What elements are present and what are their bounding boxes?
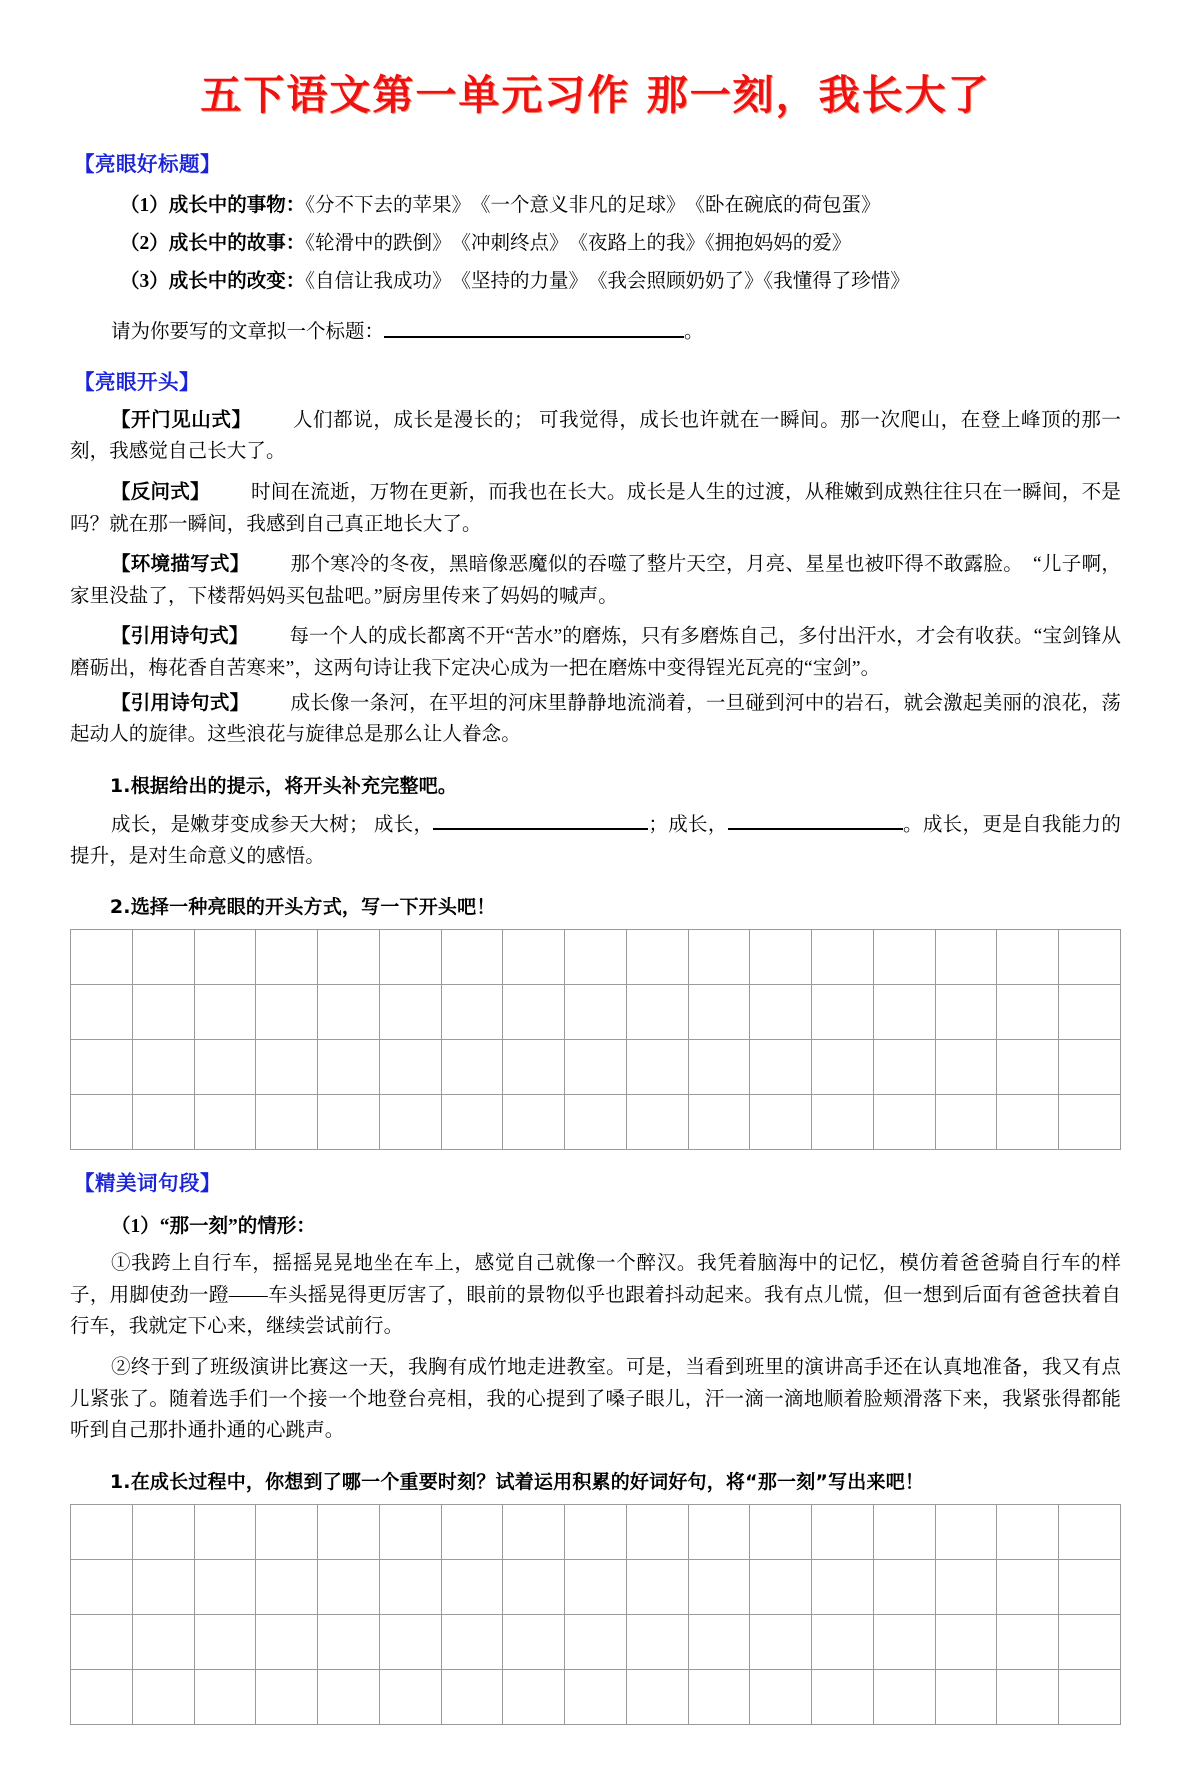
grid-row bbox=[71, 1559, 1121, 1614]
grid-cell[interactable] bbox=[565, 985, 627, 1040]
grid-cell[interactable] bbox=[812, 985, 874, 1040]
grid-cell[interactable] bbox=[688, 1504, 750, 1559]
grid-cell[interactable] bbox=[71, 1559, 133, 1614]
section-heading-titles: 【亮眼好标题】 bbox=[74, 152, 221, 177]
grid-cell[interactable] bbox=[194, 1040, 256, 1095]
opening-style-text: 成长像一条河，在平坦的河床里静静地流淌着，一旦碰到河中的岩石，就会激起美丽的浪花，荡起动人的旋律。这些浪花与旋律总是那么让人眷念。 bbox=[70, 692, 1122, 746]
grid-cell[interactable] bbox=[873, 930, 935, 985]
grid-cell[interactable] bbox=[873, 1669, 935, 1724]
section-heading-phrases: 【精美词句段】 bbox=[74, 1171, 221, 1196]
grid-cell[interactable] bbox=[318, 930, 380, 985]
grid-cell[interactable] bbox=[71, 1504, 133, 1559]
grid-cell[interactable] bbox=[812, 930, 874, 985]
task-label-opening-1: 1.根据给出的提示，将开头补充完整吧。 bbox=[109, 774, 458, 797]
grid-cell[interactable] bbox=[132, 1040, 194, 1095]
fill-sentence-part2: ；成长， bbox=[648, 814, 728, 836]
grid-cell[interactable] bbox=[318, 1504, 380, 1559]
grid-cell[interactable] bbox=[688, 985, 750, 1040]
grid-cell[interactable] bbox=[750, 1559, 812, 1614]
grid-cell[interactable] bbox=[812, 1504, 874, 1559]
grid-cell[interactable] bbox=[441, 985, 503, 1040]
title-examples: 《轮滑中的跌倒》 《冲刺终点》 《夜路上的我》《拥抱妈妈的爱》 bbox=[305, 233, 852, 255]
grid-cell[interactable] bbox=[503, 1095, 565, 1150]
grid-cell[interactable] bbox=[997, 985, 1059, 1040]
grid-cell[interactable] bbox=[873, 1614, 935, 1669]
grid-cell[interactable] bbox=[688, 1040, 750, 1095]
grid-cell[interactable] bbox=[626, 1504, 688, 1559]
fill-blank-2[interactable] bbox=[728, 808, 903, 830]
grid-cell[interactable] bbox=[503, 1559, 565, 1614]
grid-cell[interactable] bbox=[565, 1040, 627, 1095]
section-heading-openings: 【亮眼开头】 bbox=[74, 369, 200, 394]
grid-cell[interactable] bbox=[441, 1095, 503, 1150]
writing-grid-opening[interactable] bbox=[70, 929, 1121, 1150]
grid-cell[interactable] bbox=[626, 1559, 688, 1614]
grid-cell[interactable] bbox=[441, 1614, 503, 1669]
grid-cell[interactable] bbox=[71, 1614, 133, 1669]
fill-sentence-part1: 成长，是嫩芽变成参天大树； 成长， bbox=[110, 814, 434, 836]
grid-cell[interactable] bbox=[688, 1559, 750, 1614]
grid-cell[interactable] bbox=[873, 1095, 935, 1150]
title-answer-blank[interactable] bbox=[384, 315, 684, 337]
opening-style-label: 【环境描写式】 bbox=[110, 554, 250, 576]
grid-cell[interactable] bbox=[441, 1040, 503, 1095]
grid-cell[interactable] bbox=[71, 1669, 133, 1724]
grid-cell[interactable] bbox=[71, 985, 133, 1040]
grid-cell[interactable] bbox=[750, 1669, 812, 1724]
grid-cell[interactable] bbox=[626, 1669, 688, 1724]
grid-cell[interactable] bbox=[688, 930, 750, 985]
grid-cell[interactable] bbox=[379, 1559, 441, 1614]
grid-cell[interactable] bbox=[935, 1669, 997, 1724]
grid-cell[interactable] bbox=[812, 1669, 874, 1724]
opening-style-label: 【开门见山式】 bbox=[110, 409, 252, 431]
opening-item bbox=[70, 549, 1121, 612]
grid-cell[interactable] bbox=[812, 1559, 874, 1614]
grid-cell[interactable] bbox=[194, 1614, 256, 1669]
grid-cell[interactable] bbox=[997, 1095, 1059, 1150]
grid-cell[interactable] bbox=[379, 1504, 441, 1559]
grid-cell[interactable] bbox=[1059, 1559, 1121, 1614]
title-category-label: （1）成长中的事物： bbox=[120, 195, 306, 217]
grid-cell[interactable] bbox=[194, 1095, 256, 1150]
phrases-paragraph: ②终于到了班级演讲比赛这一天，我胸有成竹地走进教室。可是，当看到班里的演讲高手还在认真地准备，我又有点儿紧张了。随着选手们一个接一个地登台亮相，我的心提到了嗓子眼儿，汗一滴一滴地顺着脸颊滑落下来，我紧张得都能听到自己那扑通扑通的心跳声。 bbox=[70, 1357, 1121, 1442]
grid-cell[interactable] bbox=[750, 1504, 812, 1559]
grid-cell[interactable] bbox=[503, 1504, 565, 1559]
grid-cell[interactable] bbox=[935, 1504, 997, 1559]
grid-cell[interactable] bbox=[997, 1559, 1059, 1614]
fill-sentence-part3: 。成长，更是自我能力的提升，是对生命意义的感悟。 bbox=[70, 814, 1122, 867]
title-example-row bbox=[120, 187, 1121, 225]
writing-grid-phrases[interactable] bbox=[70, 1504, 1121, 1725]
grid-cell[interactable] bbox=[688, 1095, 750, 1150]
grid-cell[interactable] bbox=[503, 1669, 565, 1724]
title-example-row bbox=[120, 225, 1121, 263]
grid-cell[interactable] bbox=[71, 1095, 133, 1150]
grid-cell[interactable] bbox=[997, 1669, 1059, 1724]
opening-style-text: 人们都说，成长是漫长的； 可我觉得，成长也许就在一瞬间。那一次爬山，在登上峰顶的那一刻，我感觉自己长大了。 bbox=[70, 409, 1121, 463]
grid-cell[interactable] bbox=[379, 930, 441, 985]
grid-cell[interactable] bbox=[256, 1040, 318, 1095]
grid-cell[interactable] bbox=[256, 1559, 318, 1614]
grid-cell[interactable] bbox=[379, 1040, 441, 1095]
grid-cell[interactable] bbox=[565, 1504, 627, 1559]
grid-cell[interactable] bbox=[318, 1040, 380, 1095]
grid-cell[interactable] bbox=[688, 1669, 750, 1724]
grid-cell[interactable] bbox=[626, 1040, 688, 1095]
grid-cell[interactable] bbox=[626, 985, 688, 1040]
grid-cell[interactable] bbox=[132, 1095, 194, 1150]
grid-cell[interactable] bbox=[503, 930, 565, 985]
grid-row bbox=[71, 985, 1121, 1040]
opening-item bbox=[70, 688, 1121, 751]
grid-cell[interactable] bbox=[256, 1095, 318, 1150]
grid-cell[interactable] bbox=[935, 930, 997, 985]
grid-cell[interactable] bbox=[626, 1095, 688, 1150]
grid-cell[interactable] bbox=[132, 930, 194, 985]
fill-blank-1[interactable] bbox=[433, 808, 648, 830]
grid-cell[interactable] bbox=[997, 930, 1059, 985]
title-examples: 《自信让我成功》 《坚持的力量》 《我会照顾奶奶了》《我懂得了珍惜》 bbox=[305, 271, 910, 293]
grid-cell[interactable] bbox=[935, 1095, 997, 1150]
grid-row bbox=[71, 1095, 1121, 1150]
grid-cell[interactable] bbox=[750, 930, 812, 985]
grid-cell[interactable] bbox=[1059, 1504, 1121, 1559]
grid-row bbox=[71, 1504, 1121, 1559]
grid-cell[interactable] bbox=[1059, 930, 1121, 985]
grid-cell[interactable] bbox=[194, 1504, 256, 1559]
grid-cell[interactable] bbox=[132, 1504, 194, 1559]
grid-cell[interactable] bbox=[503, 985, 565, 1040]
grid-cell[interactable] bbox=[626, 1614, 688, 1669]
grid-row bbox=[71, 930, 1121, 985]
grid-cell[interactable] bbox=[256, 930, 318, 985]
title-prompt bbox=[70, 315, 1121, 349]
opening-item bbox=[70, 621, 1121, 684]
grid-cell[interactable] bbox=[503, 1040, 565, 1095]
grid-cell[interactable] bbox=[318, 985, 380, 1040]
grid-cell[interactable] bbox=[935, 1040, 997, 1095]
grid-cell[interactable] bbox=[132, 1669, 194, 1724]
grid-row bbox=[71, 1040, 1121, 1095]
title-category-label: （2）成长中的故事： bbox=[120, 233, 306, 255]
grid-cell[interactable] bbox=[750, 1095, 812, 1150]
title-prompt-suffix: 。 bbox=[683, 321, 704, 343]
grid-cell[interactable] bbox=[132, 985, 194, 1040]
grid-cell[interactable] bbox=[935, 985, 997, 1040]
grid-cell[interactable] bbox=[565, 1614, 627, 1669]
grid-cell[interactable] bbox=[688, 1614, 750, 1669]
grid-cell[interactable] bbox=[379, 1614, 441, 1669]
grid-cell[interactable] bbox=[379, 985, 441, 1040]
grid-cell[interactable] bbox=[750, 1614, 812, 1669]
grid-cell[interactable] bbox=[194, 985, 256, 1040]
grid-cell[interactable] bbox=[441, 1559, 503, 1614]
grid-cell[interactable] bbox=[318, 1559, 380, 1614]
grid-cell[interactable] bbox=[379, 1669, 441, 1724]
grid-cell[interactable] bbox=[873, 985, 935, 1040]
grid-cell[interactable] bbox=[256, 1504, 318, 1559]
grid-cell[interactable] bbox=[997, 1614, 1059, 1669]
grid-cell[interactable] bbox=[1059, 985, 1121, 1040]
title-category-label: （3）成长中的改变： bbox=[120, 271, 306, 293]
grid-cell[interactable] bbox=[812, 1040, 874, 1095]
grid-cell[interactable] bbox=[441, 1504, 503, 1559]
grid-row bbox=[71, 1614, 1121, 1669]
title-example-row bbox=[120, 263, 1121, 301]
grid-cell[interactable] bbox=[565, 1095, 627, 1150]
grid-cell[interactable] bbox=[194, 1559, 256, 1614]
grid-cell[interactable] bbox=[1059, 1614, 1121, 1669]
task-label-phrases-1: 1.在成长过程中，你想到了哪一个重要时刻？试着运用积累的好词好句，将“那一刻”写出来吧！ bbox=[109, 1470, 925, 1493]
grid-cell[interactable] bbox=[256, 985, 318, 1040]
grid-cell[interactable] bbox=[379, 1095, 441, 1150]
grid-cell[interactable] bbox=[318, 1614, 380, 1669]
grid-cell[interactable] bbox=[935, 1559, 997, 1614]
grid-cell[interactable] bbox=[318, 1095, 380, 1150]
opening-style-label: 【反问式】 bbox=[110, 482, 210, 504]
grid-cell[interactable] bbox=[812, 1614, 874, 1669]
opening-style-label: 【引用诗句式】 bbox=[110, 692, 250, 714]
grid-cell[interactable] bbox=[132, 1559, 194, 1614]
page-title: 五下语文第一单元习作 那一刻，我长大了 bbox=[200, 71, 991, 119]
grid-cell[interactable] bbox=[565, 1669, 627, 1724]
opening-style-text: 时间在流逝，万物在更新，而我也在长大。成长是人生的过渡，从稚嫩到成熟往往只在一瞬间，不是吗？就在那一瞬间，我感到自己真正地长大了。 bbox=[70, 482, 1121, 535]
grid-cell[interactable] bbox=[441, 1669, 503, 1724]
opening-style-text: 那个寒冷的冬夜，黑暗像恶魔似的吞噬了整片天空，月亮、星星也被吓得不敢露脸。 “儿子啊，家里没盐了，下楼帮妈妈买包盐吧。”厨房里传来了妈妈的喊声。 bbox=[70, 554, 1121, 607]
grid-cell[interactable] bbox=[1059, 1040, 1121, 1095]
grid-cell[interactable] bbox=[441, 930, 503, 985]
grid-cell[interactable] bbox=[194, 930, 256, 985]
opening-style-text: 每一个人的成长都离不开“苦水”的磨炼，只有多磨炼自己，多付出汗水，才会有收获。“宝剑锋从磨砺出，梅花香自苦寒来”，这两句诗让我下定决心成为一把在磨炼中变得锃光瓦亮的“宝剑”。 bbox=[70, 626, 1121, 679]
grid-cell[interactable] bbox=[565, 930, 627, 985]
grid-cell[interactable] bbox=[873, 1040, 935, 1095]
grid-cell[interactable] bbox=[256, 1614, 318, 1669]
grid-cell[interactable] bbox=[873, 1504, 935, 1559]
phrases-paragraph: ①我跨上自行车，摇摇晃晃地坐在车上，感觉自己就像一个醉汉。我凭着脑海中的记忆，模仿着爸爸骑自行车的样子，用脚使劲一蹬——车头摇晃得更厉害了，眼前的景物似乎也跟着抖动起来。我有点儿慌，但一想到后面有爸爸扶着自行车，我就定下心来，继续尝试前行。 bbox=[70, 1253, 1121, 1338]
opening-style-label: 【引用诗句式】 bbox=[110, 626, 249, 648]
fill-in-sentence bbox=[70, 808, 1121, 873]
grid-cell[interactable] bbox=[997, 1040, 1059, 1095]
grid-cell[interactable] bbox=[71, 1040, 133, 1095]
grid-cell[interactable] bbox=[873, 1559, 935, 1614]
phrases-subtitle: （1）“那一刻”的情形： bbox=[110, 1216, 316, 1238]
grid-cell[interactable] bbox=[1059, 1095, 1121, 1150]
grid-cell[interactable] bbox=[626, 930, 688, 985]
grid-cell[interactable] bbox=[318, 1669, 380, 1724]
grid-cell[interactable] bbox=[812, 1095, 874, 1150]
opening-item bbox=[70, 405, 1121, 468]
grid-cell[interactable] bbox=[503, 1614, 565, 1669]
grid-cell[interactable] bbox=[1059, 1669, 1121, 1724]
grid-cell[interactable] bbox=[256, 1669, 318, 1724]
opening-item bbox=[70, 477, 1121, 540]
grid-row bbox=[71, 1669, 1121, 1724]
grid-cell[interactable] bbox=[132, 1614, 194, 1669]
grid-cell[interactable] bbox=[750, 1040, 812, 1095]
grid-cell[interactable] bbox=[997, 1504, 1059, 1559]
grid-cell[interactable] bbox=[750, 985, 812, 1040]
grid-cell[interactable] bbox=[194, 1669, 256, 1724]
grid-cell[interactable] bbox=[935, 1614, 997, 1669]
task-label-opening-2: 2.选择一种亮眼的开头方式，写一下开头吧！ bbox=[109, 896, 496, 919]
grid-cell[interactable] bbox=[71, 930, 133, 985]
title-prompt-text: 请为你要写的文章拟一个标题： bbox=[110, 321, 384, 343]
grid-cell[interactable] bbox=[565, 1559, 627, 1614]
title-examples: 《分不下去的苹果》 《一个意义非凡的足球》 《卧在碗底的荷包蛋》 bbox=[305, 195, 881, 217]
